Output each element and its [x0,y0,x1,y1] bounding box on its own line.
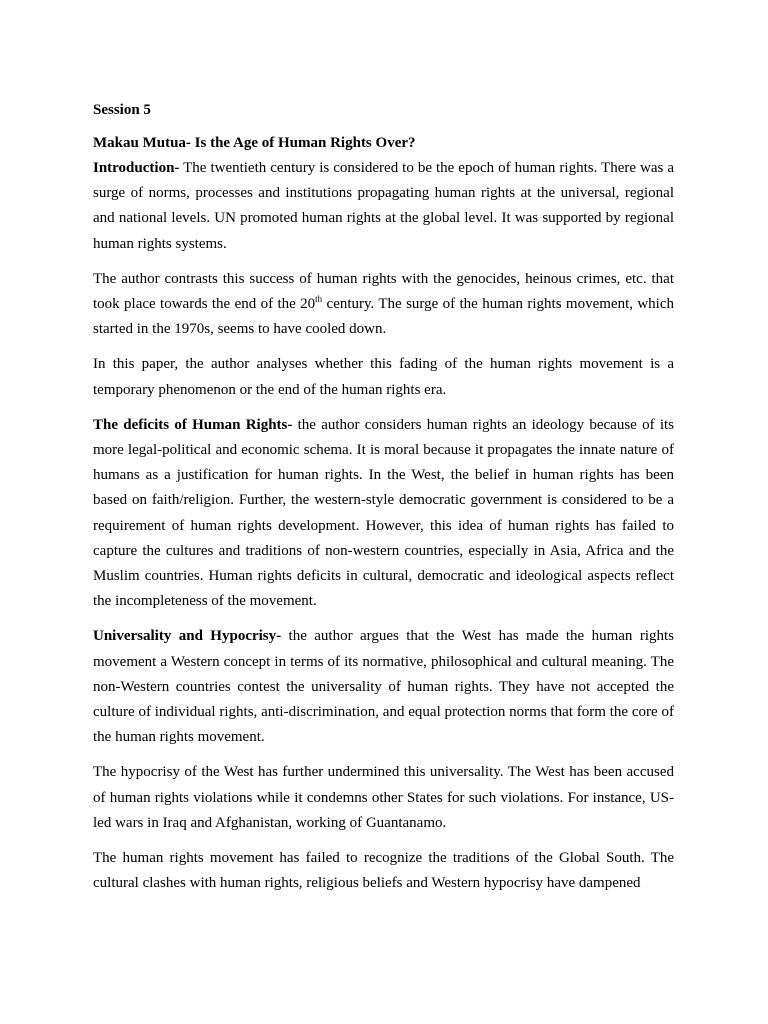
paragraph-text: The author contrasts this success of human rights with the genocides, heinous crimes, etc. that took place towards the end of the 20 [93,270,674,313]
paragraph-hypocrisy [93,760,674,836]
paragraph-text: In this paper, the author analyses whether this fading of the human rights movement is a temporary phenomenon or the end of the human rights era. [93,356,674,398]
session-heading: Session 5 [93,102,151,118]
paragraph-lead: Universality and Hypocrisy- [93,628,282,645]
ordinal-superscript: th [315,294,323,305]
paragraph-text: The hypocrisy of the West has further undermined this universality. The West has been accused of human rights violations while it condemns other States for such violations. For instance, US-led wars in Iraq and Afghanistan, working of Guantanamo. [93,764,674,831]
paragraph-universality [93,624,674,750]
paragraph-analysis [93,352,674,402]
paragraph-global-south [93,846,674,896]
paragraph-introduction [93,156,674,257]
article-title: Makau Mutua- Is the Age of Human Rights Over? [93,135,416,151]
paragraph-deficits [93,413,674,615]
paragraph-text: The twentieth century is considered to be the epoch of human rights. There was a surge of norms, processes and institutions propagating human rights at the universal, regional and national levels. UN promoted human rights at the global level. It was supported by regional human rights systems. [93,160,674,252]
paragraph-text: the author argues that the West has made the human rights movement a Western concept in terms of its normative, philosophical and cultural meaning. The non-Western countries contest the universality of human rights. They have not accepted the culture of individual rights, anti-discrimination, and equal protection norms that form the core of the human rights movement. [93,628,675,746]
paragraph-lead: Introduction- [93,160,180,176]
document-page [93,98,674,906]
paragraph-text: the author considers human rights an ideology because of its more legal-political and economic schema. It is moral because it propagates the innate nature of humans as a justification for human rights. In the West, the belief in human rights has been based on faith/religion. Further, the western-style democratic government is considered to be a requirement of human rights development. However, this idea of human rights has failed to capture the cultures and traditions of non-western countries, especially in Asia, Africa and the Muslim countries. Human rights deficits in cultural, democratic and ideological aspects reflect the incompleteness of the movement. [93,416,675,610]
paragraph-lead: The deficits of Human Rights- [93,416,293,433]
paragraph-text: The human rights movement has failed to recognize the traditions of the Global South. The cultural clashes with human rights, religious beliefs and Western hypocrisy have dampened [93,850,674,892]
paragraph-text: century. The surge of the human rights movement, which started in the 1970s, seems to have cooled down. [93,296,675,338]
paragraph-contrast [93,267,674,343]
